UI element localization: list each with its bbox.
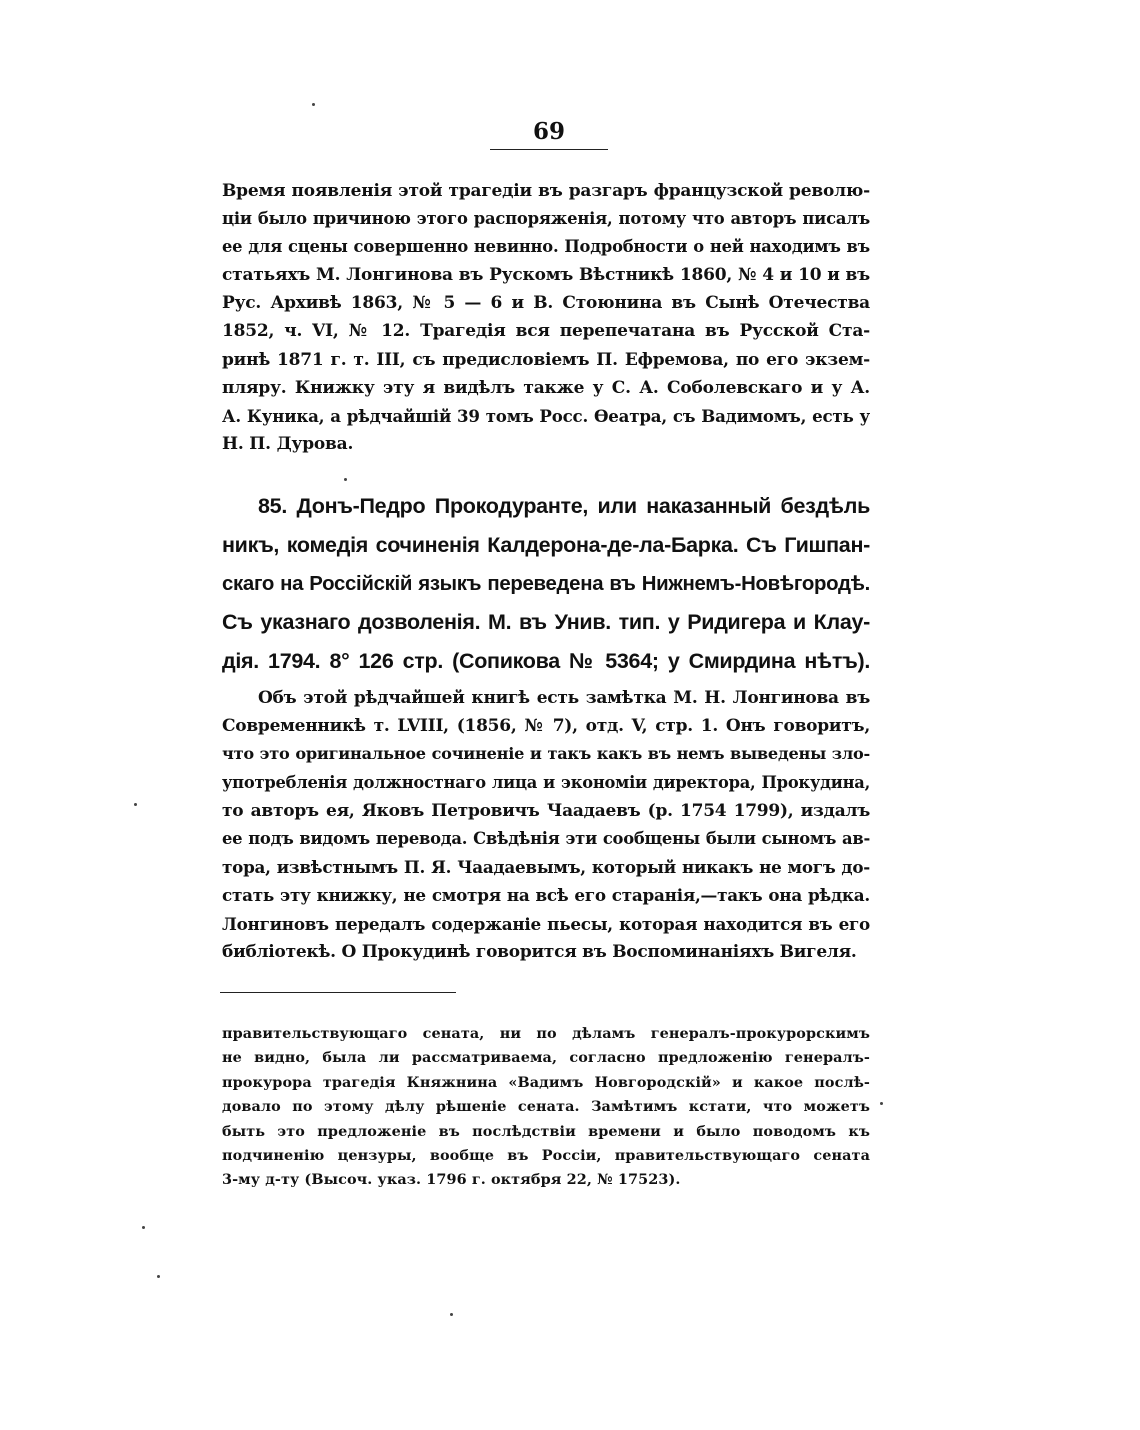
- text-line: пляру. Книжку эту я видѣлъ также у С. А. Соболевскаго и у А.: [222, 377, 870, 398]
- text-line: стать эту книжку, не смотря на всѣ его старанія,—такъ она рѣдка.: [222, 885, 870, 906]
- text-line: 1852, ч. VI, № 12. Трагедія вся перепечатана въ Русской Ста-: [222, 321, 870, 342]
- entry-line: дія. 1794. 8° 126 стр. (Сопикова № 5364; у Смирдина нѣтъ).: [222, 649, 870, 674]
- page-number: 69: [532, 118, 565, 145]
- text-line: статьяхъ М. Лонгинова въ Рускомъ Вѣстникѣ 1860, № 4 и 10 и въ: [222, 265, 870, 286]
- paragraph-longinov-note: [222, 684, 870, 966]
- footnote-line: быть это предложеніе въ послѣдствіи времени и было поводомъ къ: [222, 1122, 870, 1140]
- bibliography-entry-85: [222, 487, 870, 681]
- scan-speck: [344, 478, 347, 481]
- footnote-line: не видно, была ли рассматриваема, согласно предложенію генералъ-: [222, 1049, 870, 1067]
- scan-speck: [880, 1102, 883, 1105]
- text-line: Лонгиновъ передалъ содержаніе пьесы, которая находится въ его: [222, 913, 870, 934]
- text-line: Современникѣ т. LVIII, (1856, № 7), отд. V, стр. 1. Онъ говоритъ,: [222, 716, 870, 737]
- entry-line: скаго на Россійскій языкъ переведена въ Нижнемъ-Новѣгородѣ.: [222, 572, 870, 595]
- scan-speck: [157, 1275, 160, 1278]
- text-line: Объ этой рѣдчайшей книгѣ есть замѣтка М. Н. Лонгинова въ: [258, 688, 870, 708]
- text-line: ее подъ видомъ перевода. Свѣдѣнія эти сообщены были сыномъ ав-: [222, 828, 870, 848]
- text-line: то авторъ ея, Яковъ Петровичъ Чаадаевъ (р. 1754 1799), издалъ: [222, 800, 870, 821]
- entry-line: 85. Донъ-Педро Прокодуранте, или наказанный бездѣль: [258, 494, 870, 518]
- text-line: что это оригинальное сочиненіе и такъ какъ въ немъ выведены зло-: [222, 744, 870, 764]
- scan-speck: [312, 103, 315, 106]
- entry-line: никъ, комедія сочиненія Калдерона-де-ла-Барка. Съ Гишпан-: [222, 532, 870, 557]
- scan-speck: [450, 1313, 453, 1316]
- footnote-line: довало по этому дѣлу рѣшеніе сената. Замѣтимъ кстати, что можетъ: [222, 1098, 870, 1116]
- text-line: Н. П. Дурова.: [222, 433, 354, 454]
- text-line: Рус. Архивѣ 1863, № 5 — 6 и В. Стоюнина въ Сынѣ Отечества: [222, 293, 870, 314]
- text-line: Время появленія этой трагедіи въ разгаръ французской револю-: [222, 181, 870, 201]
- text-line: А. Куника, а рѣдчайшій 39 томъ Росс. Ѳеатра, съ Вадимомъ, есть у: [222, 405, 870, 426]
- scan-speck: [134, 803, 137, 806]
- footnote: [222, 1022, 870, 1193]
- text-line: употребленія должностнаго лица и экономіи директора, Прокудина,: [222, 772, 870, 792]
- scan-speck: [142, 1226, 145, 1229]
- entry-line: Съ указнаго дозволенія. М. въ Унив. тип. у Ридигера и Клау-: [222, 610, 870, 635]
- footnote-line: правительствующаго сената, ни по дѣламъ генералъ-прокурорскимъ: [222, 1025, 870, 1042]
- text-line: ціи было причиною этого распоряженія, потому что авторъ писалъ: [222, 209, 870, 229]
- paragraph-vadim-note: [222, 177, 870, 458]
- footnote-line: 3-му д-ту (Высоч. указ. 1796 г. октября 22, № 17523).: [222, 1171, 681, 1189]
- text-line: библіотекѣ. О Прокудинѣ говорится въ Воспоминаніяхъ Вигеля.: [222, 941, 857, 962]
- text-line: ринѣ 1871 г. т. III, съ предисловіемъ П. Ефремова, по его экзем-: [222, 349, 870, 370]
- text-line: тора, извѣстнымъ П. Я. Чаадаевымъ, который никакъ не могъ до-: [222, 857, 870, 878]
- text-line: ее для сцены совершенно невинно. Подробности о ней находимъ въ: [222, 237, 870, 257]
- page-number-rule: [490, 149, 608, 150]
- footnote-line: прокурора трагедія Княжнина «Вадимъ Новгородскій» и какое послѣ-: [222, 1073, 870, 1091]
- footnote-line: подчиненію цензуры, вообще въ Россіи, правительствующаго сената: [222, 1146, 870, 1164]
- footnote-separator: [220, 992, 456, 993]
